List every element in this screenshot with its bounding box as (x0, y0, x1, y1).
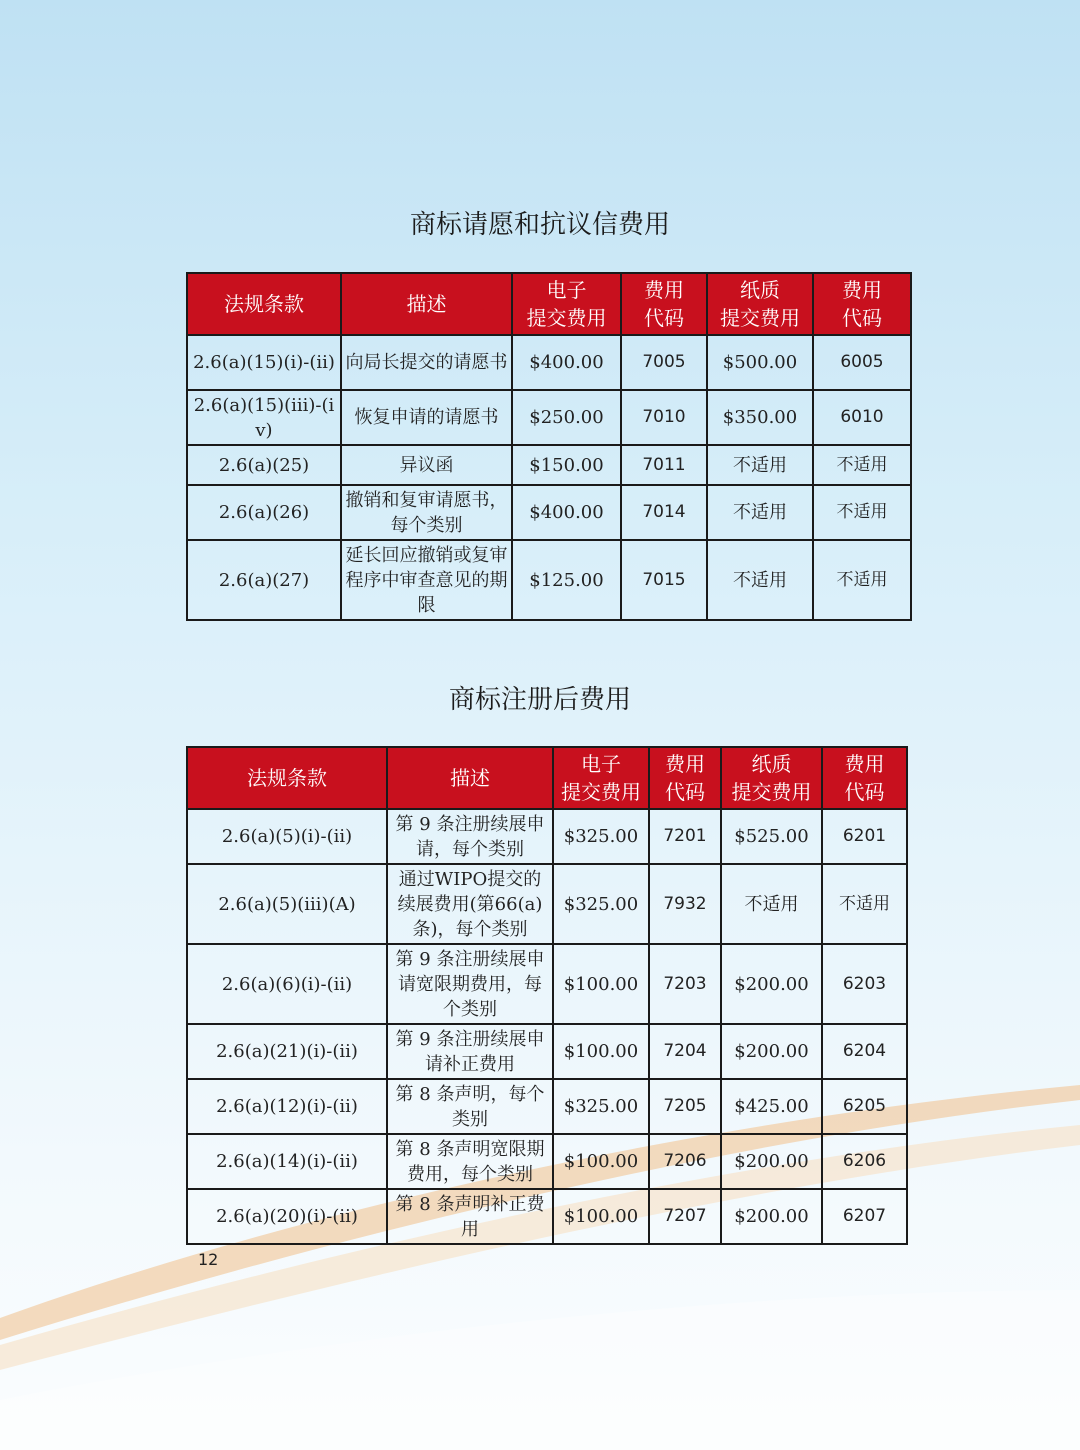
regulation-cell: 2.6(a)(5)(i)-(ii) (187, 809, 387, 864)
header-paper-fee: 纸质 提交费用 (707, 273, 813, 335)
paper-fee-cell: 不适用 (707, 540, 813, 620)
paper-fee-cell: $200.00 (721, 1024, 822, 1079)
electronic-fee-cell: $100.00 (553, 944, 649, 1024)
electronic-fee-cell: $125.00 (512, 540, 621, 620)
regulation-cell: 2.6(a)(14)(i)-(ii) (187, 1134, 387, 1189)
regulation-cell: 2.6(a)(20)(i)-(ii) (187, 1189, 387, 1244)
electronic-fee-cell: $325.00 (553, 864, 649, 944)
electronic-fee-code-cell: 7011 (621, 445, 707, 485)
electronic-fee-cell: $400.00 (512, 485, 621, 540)
regulation-cell: 2.6(a)(5)(iii)(A) (187, 864, 387, 944)
header-fee-code: 费用 代码 (649, 747, 721, 809)
description-cell: 通过WIPO提交的续展费用(第66(a)条)，每个类别 (387, 864, 553, 944)
electronic-fee-cell: $100.00 (553, 1134, 649, 1189)
paper-fee-code-cell: 6005 (813, 335, 911, 390)
table-row (187, 540, 911, 620)
paper-fee-code-cell: 6203 (822, 944, 907, 1024)
electronic-fee-code-cell: 7204 (649, 1024, 721, 1079)
header-regulation: 法规条款 (187, 273, 341, 335)
page-number: 12 (198, 1250, 219, 1269)
description-cell: 撤销和复审请愿书，每个类别 (341, 485, 512, 540)
table-header-row (187, 747, 907, 809)
regulation-cell: 2.6(a)(21)(i)-(ii) (187, 1024, 387, 1079)
header-fee-code: 费用 代码 (621, 273, 707, 335)
table-row (187, 1189, 907, 1244)
header-paper-fee: 纸质 提交费用 (721, 747, 822, 809)
description-cell: 第 8 条声明补正费用 (387, 1189, 553, 1244)
post-registration-table-title: 商标注册后费用 (448, 685, 631, 715)
description-cell: 延长回应撤销或复审程序中审查意见的期限 (341, 540, 512, 620)
electronic-fee-cell: $250.00 (512, 390, 621, 445)
electronic-fee-cell: $100.00 (553, 1024, 649, 1079)
electronic-fee-code-cell: 7932 (649, 864, 721, 944)
electronic-fee-code-cell: 7201 (649, 809, 721, 864)
description-cell: 第 9 条注册续展申请，每个类别 (387, 809, 553, 864)
electronic-fee-cell: $325.00 (553, 809, 649, 864)
table-row (187, 445, 911, 485)
electronic-fee-code-cell: 7014 (621, 485, 707, 540)
paper-fee-code-cell: 6010 (813, 390, 911, 445)
description-cell: 异议函 (341, 445, 512, 485)
electronic-fee-cell: $400.00 (512, 335, 621, 390)
paper-fee-cell: 不适用 (707, 485, 813, 540)
regulation-cell: 2.6(a)(26) (187, 485, 341, 540)
header-regulation: 法规条款 (187, 747, 387, 809)
electronic-fee-code-cell: 7010 (621, 390, 707, 445)
electronic-fee-cell: $150.00 (512, 445, 621, 485)
electronic-fee-cell: $325.00 (553, 1079, 649, 1134)
description-cell: 第 9 条注册续展申请宽限期费用，每个类别 (387, 944, 553, 1024)
regulation-cell: 2.6(a)(12)(i)-(ii) (187, 1079, 387, 1134)
regulation-cell: 2.6(a)(15)(i)-(ii) (187, 335, 341, 390)
electronic-fee-code-cell: 7005 (621, 335, 707, 390)
paper-fee-code-cell: 6201 (822, 809, 907, 864)
paper-fee-code-cell: 6207 (822, 1189, 907, 1244)
table-row (187, 1134, 907, 1189)
electronic-fee-code-cell: 7015 (621, 540, 707, 620)
paper-fee-code-cell: 不适用 (813, 540, 911, 620)
paper-fee-cell: $350.00 (707, 390, 813, 445)
header-description: 描述 (341, 273, 512, 335)
electronic-fee-code-cell: 7206 (649, 1134, 721, 1189)
regulation-cell: 2.6(a)(15)(iii)-(iv) (187, 390, 341, 445)
table-row (187, 864, 907, 944)
electronic-fee-code-cell: 7205 (649, 1079, 721, 1134)
description-cell: 恢复申请的请愿书 (341, 390, 512, 445)
header-fee-code: 费用 代码 (822, 747, 907, 809)
paper-fee-cell: 不适用 (721, 864, 822, 944)
table-header-row (187, 273, 911, 335)
table-row (187, 1024, 907, 1079)
regulation-cell: 2.6(a)(25) (187, 445, 341, 485)
description-cell: 第 8 条声明宽限期费用，每个类别 (387, 1134, 553, 1189)
paper-fee-cell: $425.00 (721, 1079, 822, 1134)
description-cell: 第 8 条声明，每个类别 (387, 1079, 553, 1134)
electronic-fee-cell: $100.00 (553, 1189, 649, 1244)
description-cell: 向局长提交的请愿书 (341, 335, 512, 390)
paper-fee-cell: 不适用 (707, 445, 813, 485)
table-row (187, 390, 911, 445)
header-electronic-fee: 电子 提交费用 (553, 747, 649, 809)
petition-table-title: 商标请愿和抗议信费用 (409, 210, 670, 240)
table-row (187, 1079, 907, 1134)
paper-fee-code-cell: 6205 (822, 1079, 907, 1134)
header-electronic-fee: 电子 提交费用 (512, 273, 621, 335)
regulation-cell: 2.6(a)(27) (187, 540, 341, 620)
paper-fee-cell: $200.00 (721, 1189, 822, 1244)
table-row (187, 485, 911, 540)
paper-fee-cell: $500.00 (707, 335, 813, 390)
post-registration-fee-table (186, 746, 908, 1245)
description-cell: 第 9 条注册续展申请补正费用 (387, 1024, 553, 1079)
paper-fee-cell: $200.00 (721, 1134, 822, 1189)
paper-fee-code-cell: 6204 (822, 1024, 907, 1079)
paper-fee-code-cell: 不适用 (822, 864, 907, 944)
paper-fee-code-cell: 6206 (822, 1134, 907, 1189)
paper-fee-code-cell: 不适用 (813, 485, 911, 540)
table-row (187, 944, 907, 1024)
table-row (187, 809, 907, 864)
electronic-fee-code-cell: 7207 (649, 1189, 721, 1244)
paper-fee-cell: $200.00 (721, 944, 822, 1024)
electronic-fee-code-cell: 7203 (649, 944, 721, 1024)
paper-fee-code-cell: 不适用 (813, 445, 911, 485)
petition-fee-table (186, 272, 912, 621)
paper-fee-cell: $525.00 (721, 809, 822, 864)
header-fee-code: 费用 代码 (813, 273, 911, 335)
header-description: 描述 (387, 747, 553, 809)
table-row (187, 335, 911, 390)
regulation-cell: 2.6(a)(6)(i)-(ii) (187, 944, 387, 1024)
